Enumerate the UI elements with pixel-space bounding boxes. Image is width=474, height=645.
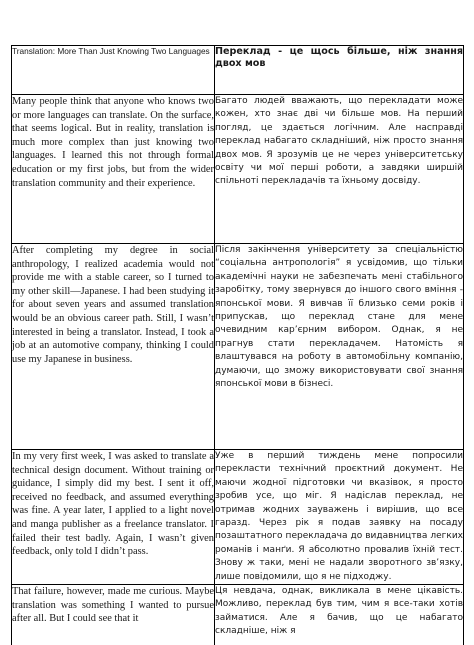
table-row [12,244,464,450]
ukrainian-title: Переклад - це щось більше, ніж знання двох мов [215,46,464,95]
ukrainian-paragraph: Уже в перший тиждень мене попросили перекласти технічний проєктний документ. Не маючи жодної підготовки чи вказівок, я просто зробив усе, що міг. Я надіслав переклад, не отримав жодних зауважень і вирішив, що все гаразд. Через рік я подав заявку на посаду позаштатного перекладача до видавництва легких романів і манґи. Я абсолютно провалив їхній тест. Знову ж таки, мені не надали зворотного зв’язку, лише повідомили, що я не підходжу. [215,450,464,585]
english-paragraph: That failure, however, made me curious. Maybe translation was something I wanted to pursue after all. But I could see that it [12,585,215,645]
table-row [12,95,464,244]
english-title: Translation: More Than Just Knowing Two Languages [12,46,215,95]
english-paragraph: In my very first week, I was asked to translate a technical design document. Without training or guidance, I simply did my best. I sent it off, received no feedback, and assumed everything was fine. A year later, I applied to a light novel and manga publisher as a freelance translator. I failed their test badly. Again, I wasn’t given feedback, only told I didn’t pass. [12,450,215,585]
ukrainian-paragraph: Після закінчення університету за спеціальністю “соціальна антропологія” я усвідомив, що тільки академічні науки не забезпечать мені стабільного заробітку, тому звернувся до іншого свого вміння - японської мови. Я вивчав її близько семи років і припускав, що переклад стане для мене очевидним кар’єрним вибором. Однак, я не прагнув стати перекладачем. Натомість я влаштувався на роботу в автомобільну компанію, думаючи, що зможу використовувати свої знання японської мови в бізнесі. [215,244,464,450]
table-row [12,585,464,645]
table-header-row [12,46,464,95]
english-paragraph: After completing my degree in social anthropology, I realized academia would not provide me with a stable career, so I turned to my other skill—Japanese. I had been studying it for about seven years and assumed translation would be an obvious career path. Still, I wasn’t interested in being a translator. Instead, I took a job at an automotive company, thinking I could use my Japanese in business. [12,244,215,450]
ukrainian-paragraph: Ця невдача, однак, викликала в мене цікавість. Можливо, переклад був тим, чим я все-таки хотів займатися. Але я бачив, що це набагато складніше, ніж я [215,585,464,645]
english-paragraph: Many people think that anyone who knows two or more languages can translate. On the surface, that seems logical. But in reality, translation is much more complex than just knowing two languages. I learned this not through formal education or my first jobs, but from the wider translation community and their experience. [12,95,215,244]
bilingual-table [11,45,464,645]
ukrainian-paragraph: Багато людей вважають, що перекладати може кожен, хто знає дві чи більше мов. На перший погляд, це здається логічним. Але насправді переклад набагато складніший, ніж просто знання двох мов. Я зрозумів це не через університетську освіту чи мої перші роботи, а завдяки ширшій спільноті перекладачів та їхньому досвіду. [215,95,464,244]
table-row [12,450,464,585]
